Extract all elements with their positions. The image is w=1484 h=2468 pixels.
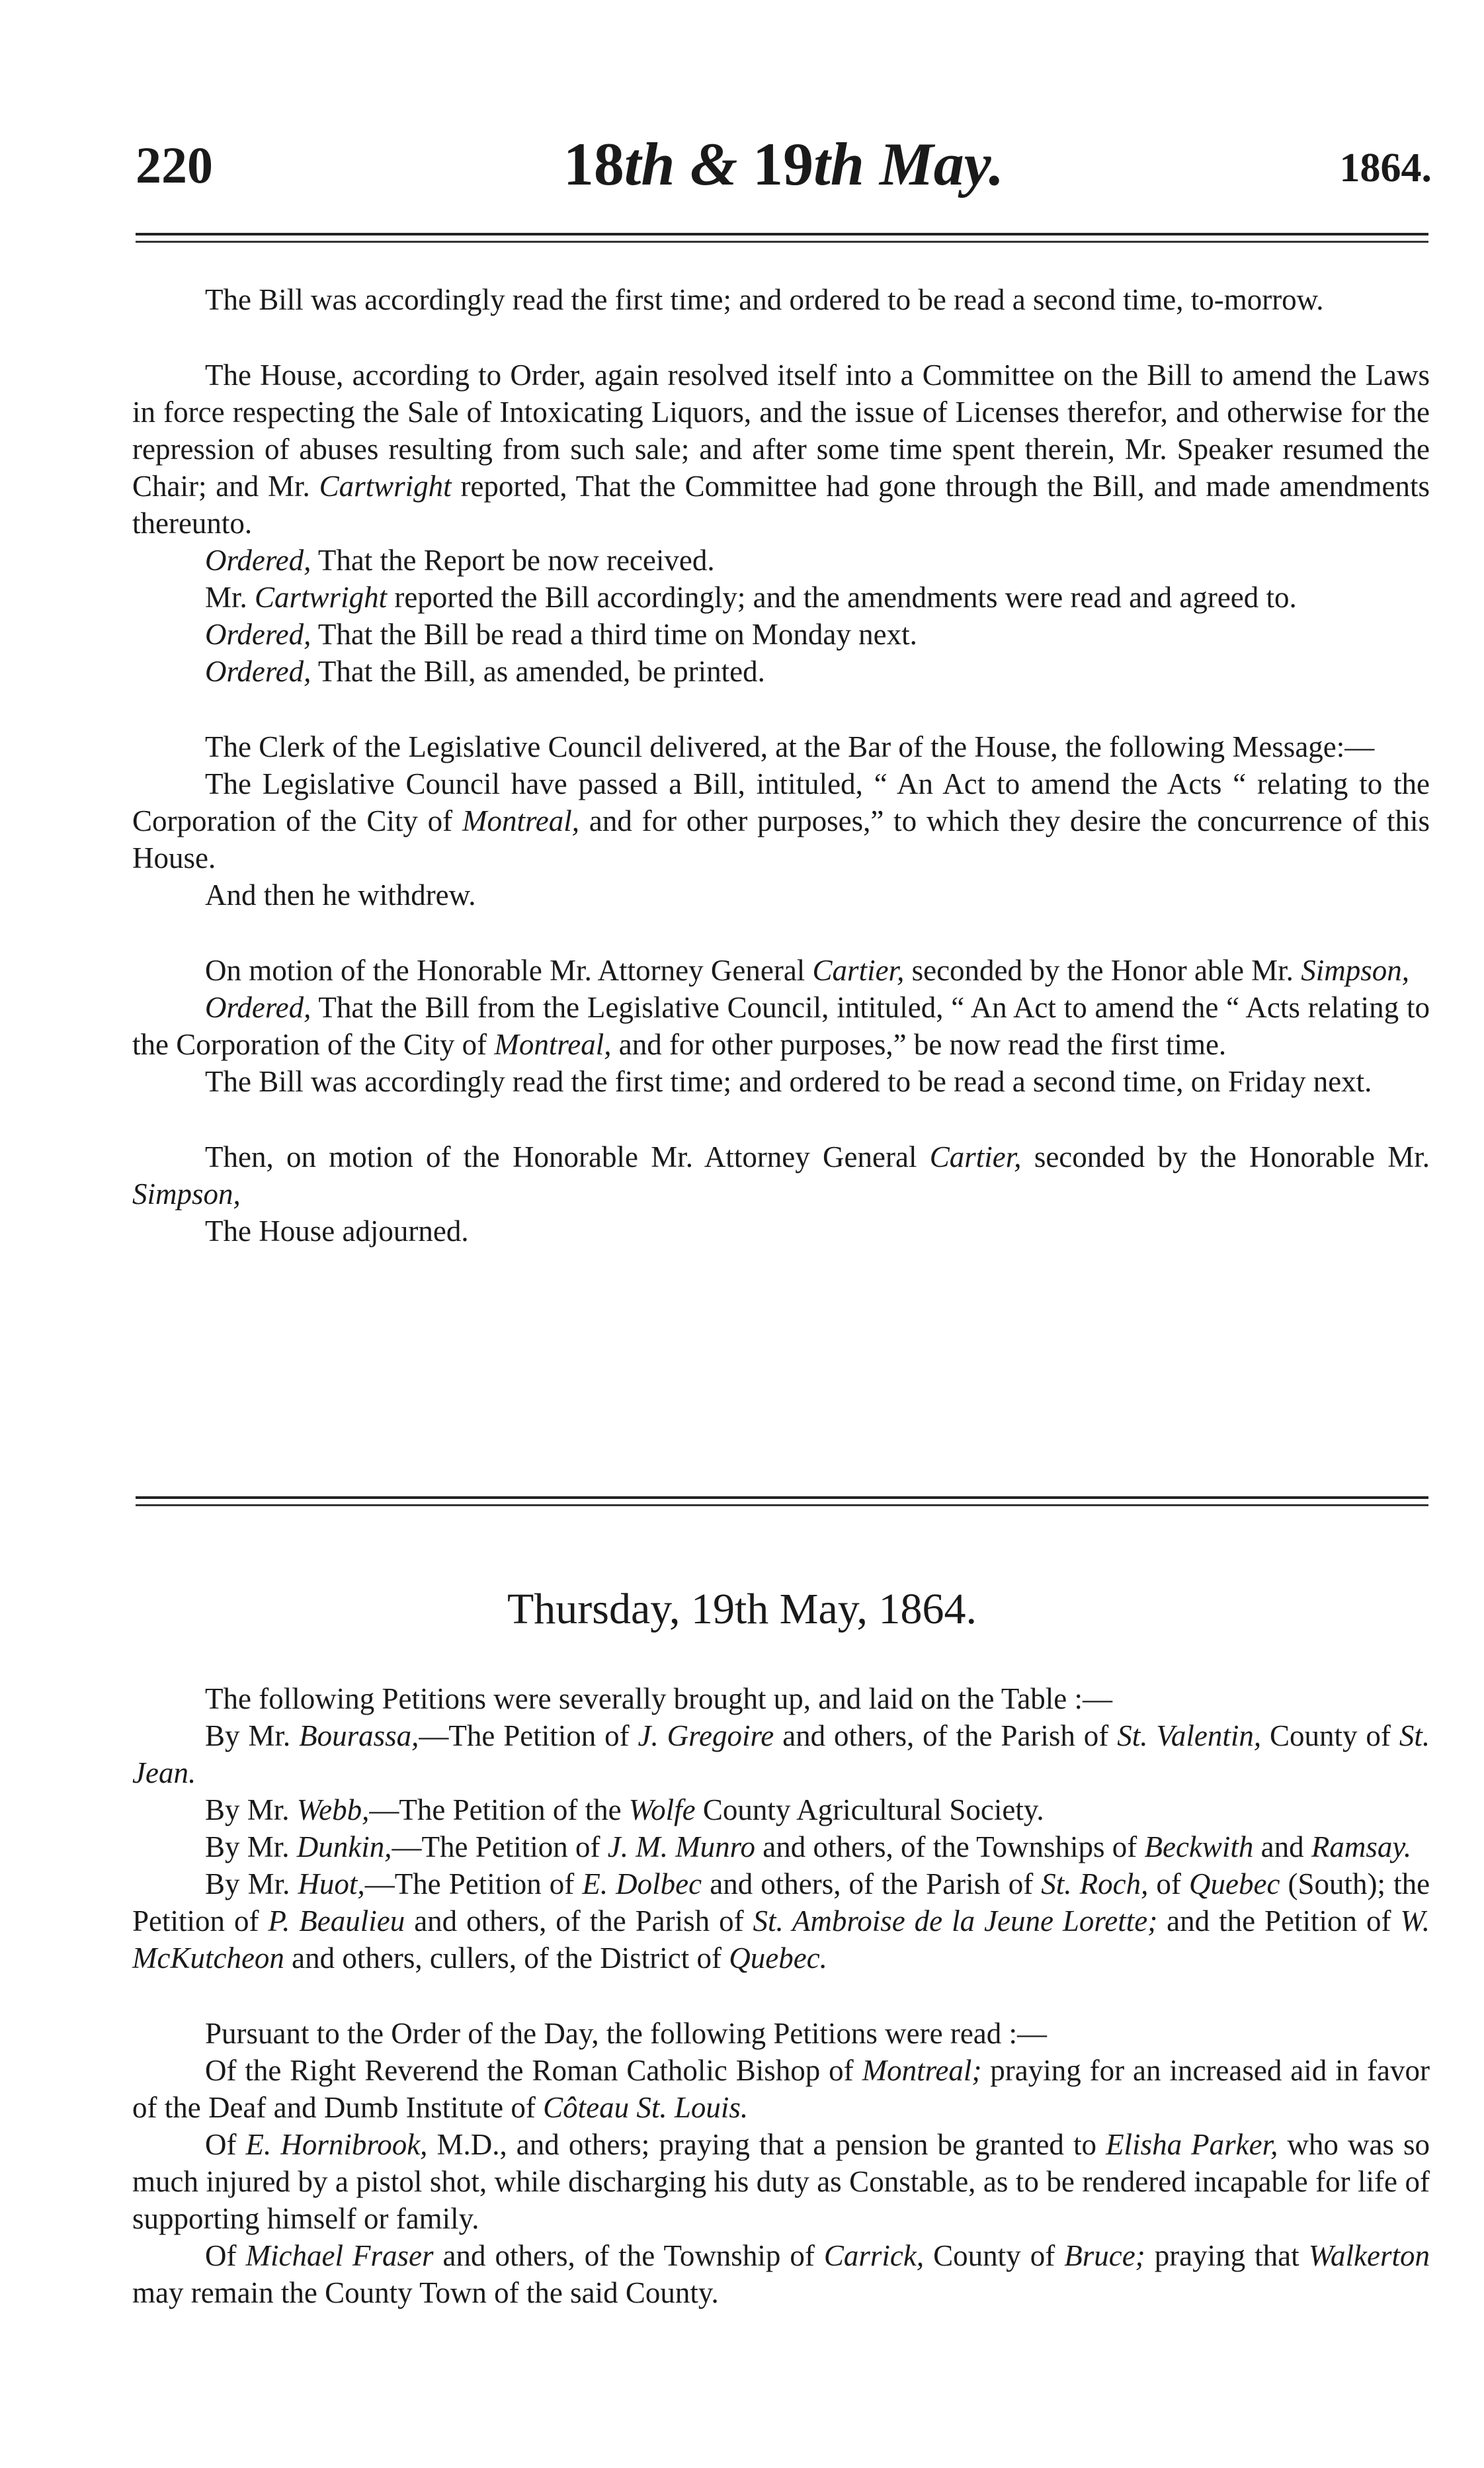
header-year: 1864.	[1339, 146, 1432, 191]
paragraph: By Mr. Webb,—The Petition of the Wolfe County Agricultural Society.	[205, 1793, 1044, 1826]
paragraph: The House, according to Order, again resolved itself into a Committee on the Bill to amend the Laws in force respecting the Sale of Intoxicating Liquors, and the issue of Licenses therefor, and otherwise for the repression of abuses resulting from such sale; and after some time spent therein, Mr. Speaker resumed the Chair; and Mr. Cartwright reported, That the Committee had gone through the Bill, and made amendments thereunto.	[132, 359, 1430, 540]
paragraph: Mr. Cartwright reported the Bill accordingly; and the amendments were read and agreed to.	[205, 581, 1297, 614]
paragraph: Ordered, That the Bill from the Legislative Council, intituled, “ An Act to amend the “ Acts relating to the Corporation of the City of Montreal, and for other purposes,” be now read the first time.	[132, 991, 1430, 1061]
title-day2: 19	[753, 130, 814, 198]
paragraph: Of Michael Fraser and others, of the Township of Carrick, County of Bruce; praying that Walkerton may remain the County Town of the said County.	[132, 2239, 1430, 2309]
section-double-rule	[136, 1496, 1428, 1506]
proceedings-may-18	[132, 281, 1430, 1250]
title-suffix2: th	[813, 130, 864, 198]
paragraph: By Mr. Dunkin,—The Petition of J. M. Munro and others, of the Townships of Beckwith and Ramsay.	[205, 1830, 1412, 1863]
paragraph: Ordered, That the Bill, as amended, be printed.	[205, 655, 765, 688]
day-heading: Thursday, 19th May, 1864.	[507, 1585, 977, 1633]
paragraph: Of the Right Reverend the Roman Catholic Bishop of Montreal; praying for an increased aid in favor of the Deaf and Dumb Institute of Côteau St. Louis.	[132, 2054, 1430, 2124]
title-suffix1: th	[624, 130, 675, 198]
paragraph: On motion of the Honorable Mr. Attorney General Cartier, seconded by the Honor able Mr. Simpson,	[205, 954, 1409, 987]
paragraph: The Bill was accordingly read the first time; and ordered to be read a second time, to-morrow.	[205, 283, 1324, 316]
paragraph: Pursuant to the Order of the Day, the following Petitions were read :—	[205, 2017, 1048, 2050]
paragraph: And then he withdrew.	[205, 878, 476, 912]
title-month: May.	[879, 130, 1005, 198]
running-header	[136, 130, 1432, 208]
paragraph: The Clerk of the Legislative Council delivered, at the Bar of the House, the following Message:—	[205, 730, 1375, 763]
paragraph: Ordered, That the Report be now received.	[205, 544, 715, 577]
title-day1: 18	[563, 130, 624, 198]
page-number: 220	[136, 136, 213, 194]
paragraph: By Mr. Huot,—The Petition of E. Dolbec and others, of the Parish of St. Roch, of Quebec (South); the Petition of P. Beaulieu and others, of the Parish of St. Ambroise de la Jeune Lorette; and the Petition of W. McKutcheon and others, cullers, of the District of Quebec.	[132, 1867, 1430, 1975]
paragraph: By Mr. Bourassa,—The Petition of J. Gregoire and others, of the Parish of St. Valentin, County of St. Jean.	[132, 1719, 1430, 1789]
paragraph: Ordered, That the Bill be read a third time on Monday next.	[205, 618, 917, 651]
proceedings-may-19	[132, 1680, 1430, 2311]
paragraph: The House adjourned.	[205, 1214, 469, 1248]
paragraph: Of E. Hornibrook, M.D., and others; praying that a pension be granted to Elisha Parker, who was so much injured by a pistol shot, while discharging his duty as Constable, as to be rendered incapable for life of supporting himself or family.	[132, 2128, 1430, 2235]
paragraph: Then, on motion of the Honorable Mr. Attorney General Cartier, seconded by the Honorable Mr. Simpson,	[132, 1140, 1430, 1211]
title-ampersand: &	[690, 130, 738, 198]
paragraph: The Legislative Council have passed a Bill, intituled, “ An Act to amend the Acts “ relating to the Corporation of the City of Montreal, and for other purposes,” to which they desire the concurrence of this House.	[132, 767, 1430, 874]
paragraph: The Bill was accordingly read the first time; and ordered to be read a second time, on Friday next.	[205, 1065, 1372, 1098]
paragraph: The following Petitions were severally brought up, and laid on the Table :—	[205, 1682, 1112, 1715]
running-title	[136, 129, 1432, 199]
header-double-rule	[136, 233, 1428, 243]
